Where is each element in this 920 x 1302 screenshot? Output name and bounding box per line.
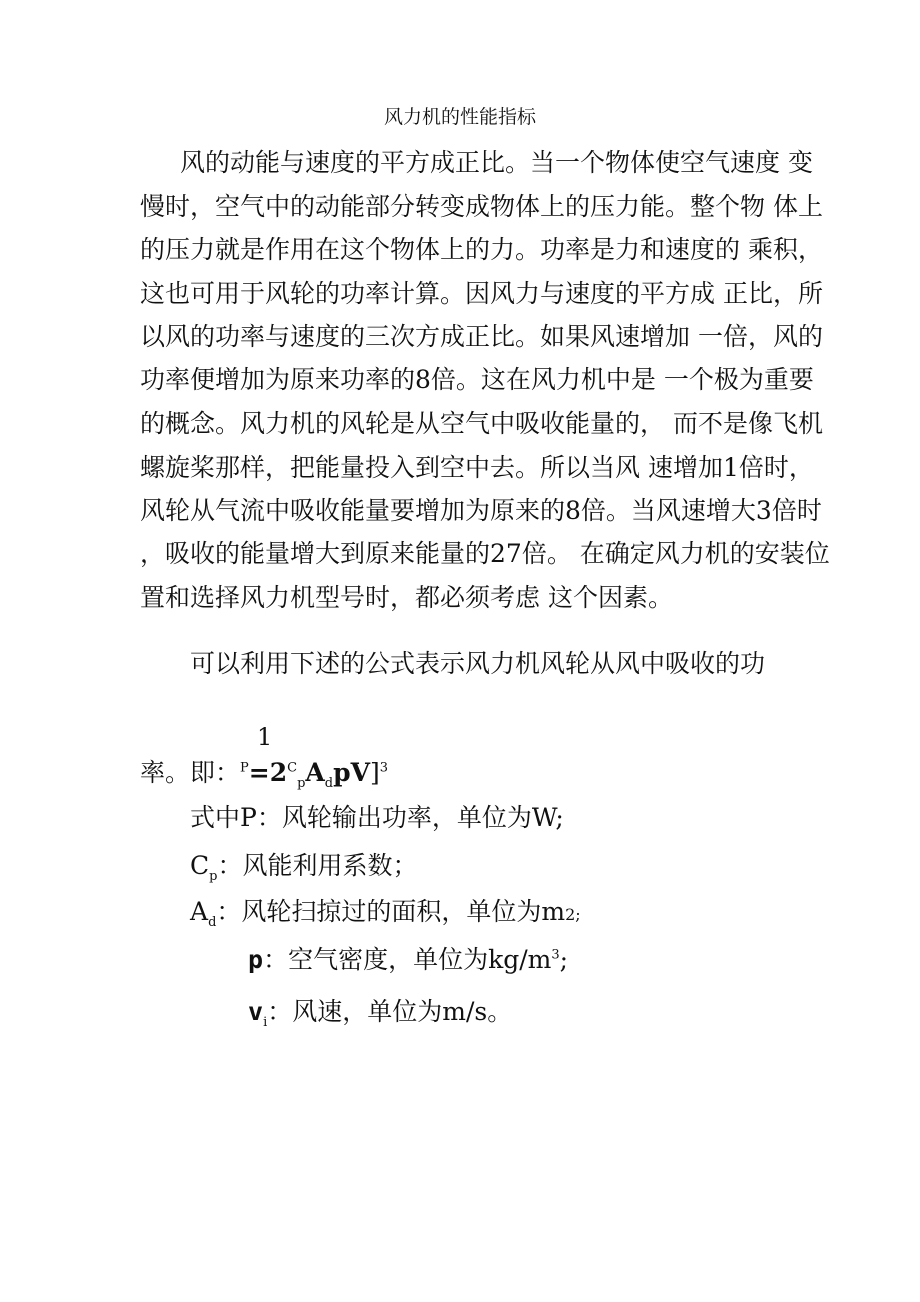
definition-sub: d bbox=[208, 915, 217, 930]
definition-sub: p bbox=[209, 869, 218, 884]
formula-lead: 率。即： bbox=[140, 758, 241, 787]
definition-sub: i bbox=[263, 1015, 268, 1030]
definition-v bbox=[248, 997, 513, 1030]
text-line: 的概念。风力机的风轮是从空气中吸收能量的， 而不是像飞机 bbox=[140, 409, 823, 438]
definition-symbol: v bbox=[248, 997, 264, 1026]
definition-text: ：风能利用系数； bbox=[217, 851, 418, 880]
formula-numerator: 1 bbox=[257, 723, 273, 751]
text-line: 风的动能与速度的平方成正比。当一个物体使空气速度 变 bbox=[180, 148, 813, 177]
formula-bracket: ] bbox=[370, 758, 380, 787]
definition-text: ：空气密度，单位为kg/m bbox=[263, 945, 552, 974]
text-line: 置和选择风力机型号时，都必须考虑 这个因素。 bbox=[140, 583, 673, 612]
definition-text: ：风轮输出功率，单位为W; bbox=[256, 803, 564, 832]
definition-ad bbox=[190, 897, 581, 930]
definition-text: ：风速，单位为m/s。 bbox=[267, 997, 513, 1026]
formula-c-sub: p bbox=[297, 776, 306, 791]
definition-symbol: 式中P bbox=[190, 803, 257, 832]
text-line: 螺旋桨那样，把能量投入到空中去。所以当风 速增加1倍时， bbox=[140, 453, 814, 482]
definition-p bbox=[190, 803, 564, 833]
formula-a: A bbox=[305, 758, 325, 787]
formula-rho-v: pV bbox=[333, 758, 371, 787]
definition-rho bbox=[248, 945, 568, 975]
text-line: 以风的功率与速度的三次方成正比。如果风速增加 一倍，风的 bbox=[140, 322, 823, 351]
text-line: 慢时，空气中的动能部分转变成物体上的压力能。整个物 体上 bbox=[140, 192, 823, 221]
definition-symbol: p bbox=[248, 945, 264, 974]
definition-tail: 2; bbox=[565, 905, 581, 924]
formula-line bbox=[140, 758, 389, 791]
formula-p: P bbox=[240, 760, 249, 776]
definition-symbol: C bbox=[190, 851, 210, 880]
text-line: 风轮从气流中吸收能量要增加为原来的8倍。当风速增大3倍时 bbox=[140, 496, 822, 525]
definition-end: ; bbox=[559, 945, 569, 974]
definition-symbol: A bbox=[190, 897, 209, 926]
document-title: 风力机的性能指标 bbox=[383, 106, 536, 128]
definition-cp bbox=[190, 851, 418, 884]
text-line: 这也可用于风轮的功率计算。因风力与速度的平方成 正比，所 bbox=[140, 279, 823, 308]
text-line: 功率便增加为原来功率的8倍。这在风力机中是 一个极为重要 bbox=[140, 365, 814, 394]
formula-exponent: 3 bbox=[379, 760, 389, 776]
formula-c: C bbox=[287, 760, 298, 776]
paragraph-2: 可以利用下述的公式表示风力机风轮从风中吸收的功 bbox=[190, 649, 766, 678]
definition-sup: 3 bbox=[551, 947, 560, 963]
formula-a-sub: d bbox=[324, 776, 334, 791]
formula-eq: =2 bbox=[248, 758, 288, 787]
definition-text: ：风轮扫掠过的面积，单位为m bbox=[216, 897, 566, 926]
text-line: 的压力就是作用在这个物体上的力。功率是力和速度的 乘积， bbox=[140, 235, 823, 264]
text-line: ，吸收的能量增大到原来能量的27倍。 在确定风力机的安装位 bbox=[140, 539, 830, 568]
